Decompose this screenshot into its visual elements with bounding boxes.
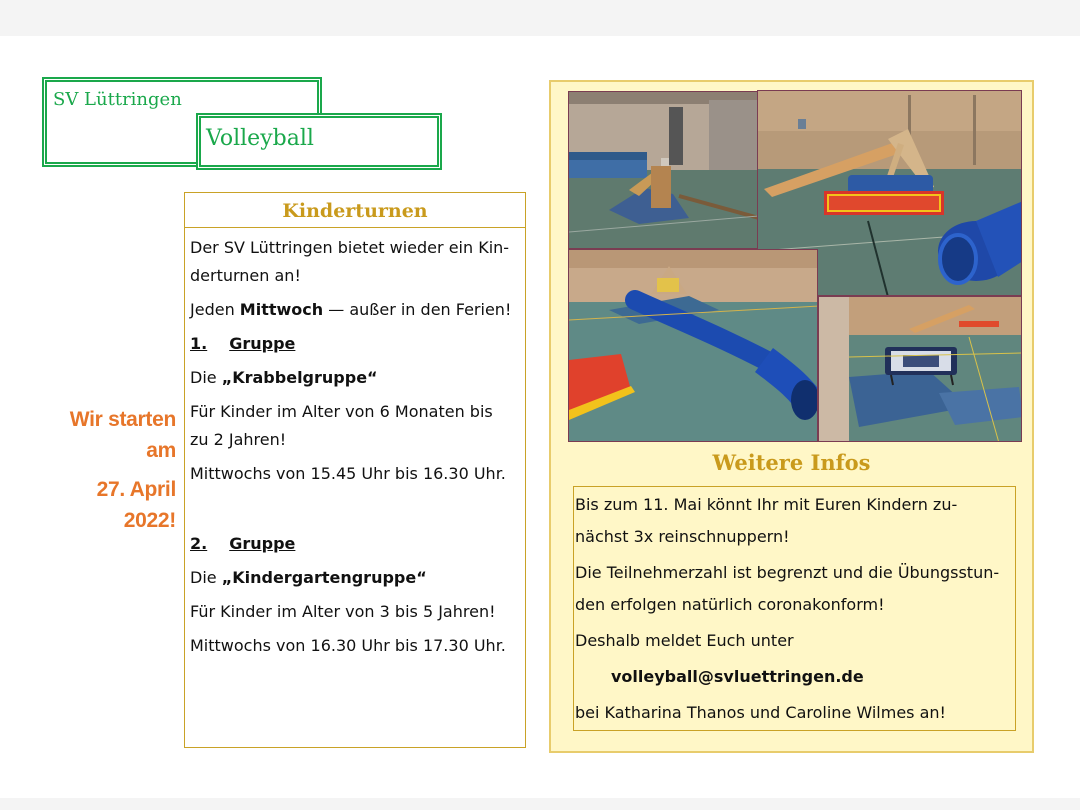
info-line-5: Deshalb meldet Euch unter: [575, 631, 794, 650]
group2-age: Für Kinder im Alter von 3 bis 5 Jahren!: [190, 602, 496, 621]
gym-tunnel-photo: [568, 249, 818, 442]
bottom-strip: [0, 798, 1080, 810]
group1-heading: 1. Gruppe: [190, 334, 296, 353]
intro-line-1: Der SV Lüttringen bietet wieder ein Kin-: [190, 238, 510, 257]
group2-name: Die „Kindergartengruppe“: [190, 568, 427, 587]
gym-ramp-photo: [568, 91, 758, 249]
info-line-2: nächst 3x reinschnuppern!: [575, 527, 790, 546]
weitere-infos-box: [573, 486, 1016, 731]
start-line-1: Wir starten: [69, 408, 176, 431]
info-line-1: Bis zum 11. Mai könnt Ihr mit Euren Kindern zu-: [575, 495, 958, 514]
contact-email[interactable]: volleyball@svluettringen.de: [611, 667, 864, 686]
group2-time: Mittwochs von 16.30 Uhr bis 17.30 Uhr.: [190, 636, 506, 655]
club-name: SV Lüttringen: [53, 89, 182, 110]
weitere-infos-title: Weitere Infos: [712, 450, 871, 475]
info-line-3: Die Teilnehmerzahl ist begrenzt und die Übungsstun-: [575, 563, 1000, 582]
kinderturnen-box: [184, 192, 526, 748]
kinderturnen-body: [185, 228, 525, 660]
group1-age-1: Für Kinder im Alter von 6 Monaten bis: [190, 402, 493, 421]
start-line-2: am: [146, 439, 176, 462]
group1-name: Die „Krabbelgruppe“: [190, 368, 378, 387]
kinderturnen-title: Kinderturnen: [185, 193, 525, 228]
group1-time: Mittwochs von 15.45 Uhr bis 16.30 Uhr.: [190, 464, 506, 483]
group2-heading: 2. Gruppe: [190, 534, 296, 553]
intro-line-2: derturnen an!: [190, 266, 301, 285]
info-line-4: den erfolgen natürlich coronakonform!: [575, 595, 885, 614]
sport-name: Volleyball: [206, 126, 314, 151]
start-line-4: 2022!: [123, 509, 176, 532]
top-strip: [0, 0, 1080, 36]
start-date-callout: [58, 404, 176, 536]
start-line-3: 27. April: [96, 478, 176, 501]
gym-trampoline-photo: [818, 296, 1022, 442]
info-line-6: bei Katharina Thanos und Caroline Wilmes an!: [575, 703, 946, 722]
group1-age-2: zu 2 Jahren!: [190, 430, 287, 449]
day-line: Jeden Mittwoch — außer in den Ferien!: [190, 300, 512, 319]
